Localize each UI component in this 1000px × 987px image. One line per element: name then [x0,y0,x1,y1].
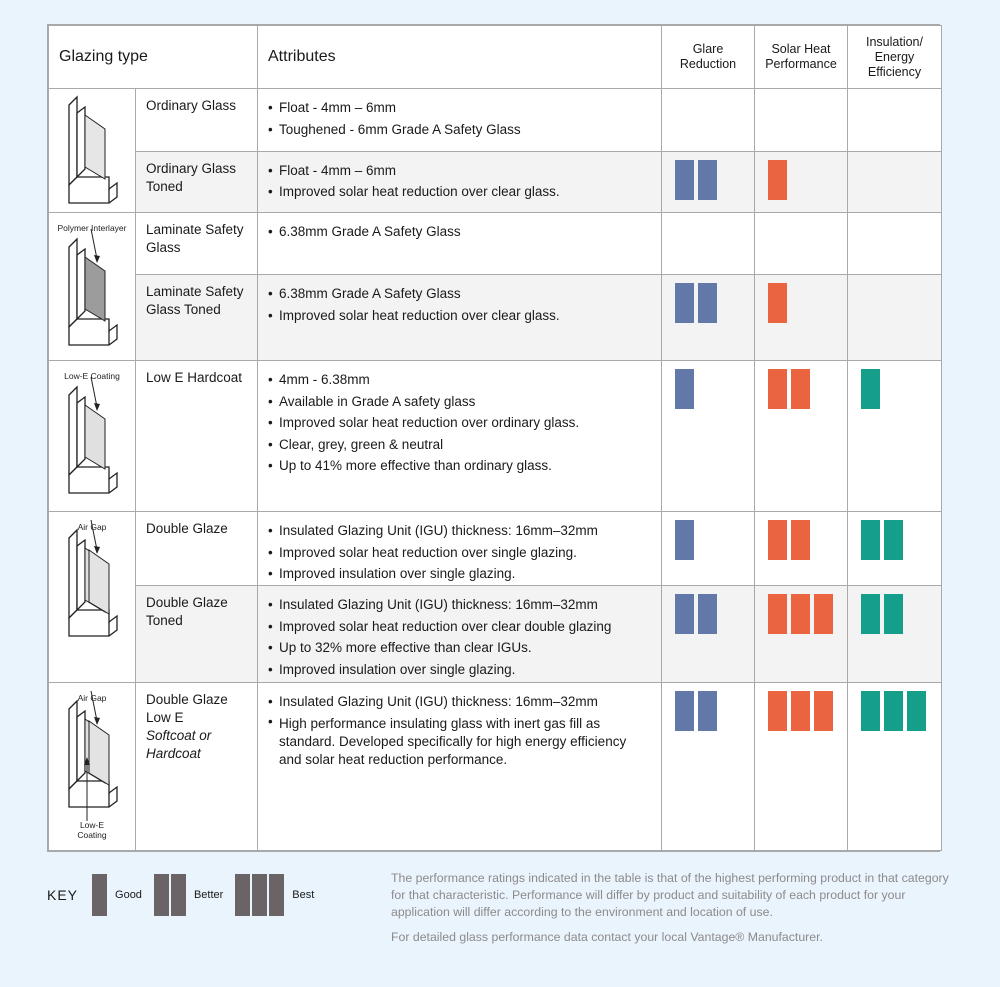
attribute-item: • Improved solar heat reduction over clear glass. [268,305,651,327]
ins-rating-bar [861,520,880,560]
glazing-type-cell [136,151,258,213]
table-body [49,89,942,851]
solar-rating-bar [768,691,787,731]
glare-rating-cell [662,89,755,152]
attribute-list [258,152,661,203]
attribute-item: • 6.38mm Grade A Safety Glass [268,283,651,305]
insulation-rating-cell [848,89,942,152]
attribute-item: • Improved solar heat reduction over clear double glazing [268,616,651,638]
glazing-type-name: Double Glaze Toned [146,595,228,629]
glare-rating-bar [675,594,694,634]
key-bar [92,874,107,916]
single-glass-frame-icon [57,89,127,212]
table-row [49,89,942,152]
glazing-type-name: Double Glaze [146,521,228,536]
key-better-label: Better [193,889,224,901]
attributes-cell [258,512,662,586]
glazing-type-name: Laminate Safety Glass [146,222,244,255]
header-glare-reduction [662,26,755,89]
solar-rating-bar [814,691,833,731]
key-bar [235,874,250,916]
glare-rating-bar [698,691,717,731]
solar-rating-cell [755,275,848,361]
attribute-item: • Insulated Glazing Unit (IGU) thickness: 16mm–32mm [268,520,651,542]
glare-rating-cell [662,275,755,361]
glare-rating-bar [698,160,717,200]
header-glazing-type: Glazing type [49,26,258,89]
header-insulation [848,26,942,89]
attribute-item: • Improved insulation over single glazing. [268,563,651,585]
attribute-item: • Up to 41% more effective than ordinary glass. [268,455,651,477]
header-glare-label: Glare Reduction [679,42,737,71]
solar-rating-cell [755,151,848,213]
key-best-label: Best [292,889,315,901]
attribute-item: • 6.38mm Grade A Safety Glass [268,221,651,243]
insulation-rating-cell [848,683,942,851]
ins-rating-bar [861,369,880,409]
insulation-rating-cell [848,361,942,512]
attribute-item: • Improved solar heat reduction over single glazing. [268,542,651,564]
ins-rating-bar [861,594,880,634]
ins-rating-bar [884,594,903,634]
footnote-ratings: The performance ratings indicated in the table is that of the highest performing product in that category for that characteristic. Performance will differ by product and suitability of each product for your application will differ according to the environment and location of use. [391,871,949,919]
key-bar [154,874,169,916]
solar-rating-cell [755,361,848,512]
attribute-item: • Improved insulation over single glazing. [268,659,651,681]
glare-rating-cell [662,586,755,683]
attribute-item: • 4mm - 6.38mm [268,369,651,391]
attribute-list [258,361,661,477]
solar-rating-cell [755,683,848,851]
glazing-type-cell [136,512,258,586]
glare-rating-bar [675,369,694,409]
attribute-item: • Float - 4mm – 6mm [268,97,651,119]
glazing-type-cell [136,683,258,851]
attribute-item: • Toughened - 6mm Grade A Safety Glass [268,119,651,141]
footnote-contact: For detailed glass performance data contact your local Vantage® Manufacturer. [391,930,823,944]
table-row [49,213,942,275]
attribute-item: • Float - 4mm – 6mm [268,160,651,182]
glazing-type-cell [136,275,258,361]
glare-rating-bar [675,160,694,200]
glazing-type-cell [136,361,258,512]
rating-key [47,874,326,916]
attribute-item: • Available in Grade A safety glass [268,391,651,413]
double-glaze-low-e-frame-icon [57,683,127,850]
solar-rating-bar [791,594,810,634]
attributes-cell [258,586,662,683]
glare-rating-bar [698,594,717,634]
table-row [49,586,942,683]
glazing-icon-cell [49,213,136,361]
key-bar [171,874,186,916]
key-bar [252,874,267,916]
attribute-item: • Insulated Glazing Unit (IGU) thickness: 16mm–32mm [268,691,651,713]
glare-rating-bar [675,691,694,731]
key-title: KEY [47,887,79,903]
table-row [49,275,942,361]
attribute-list [258,683,661,769]
glare-rating-bar [698,283,717,323]
double-glaze-frame-icon [57,512,127,682]
key-good-label: Good [115,889,142,901]
ins-rating-bar [861,691,880,731]
attribute-list [258,89,661,140]
insulation-rating-cell [848,512,942,586]
attribute-item: • Up to 32% more effective than clear IGUs. [268,637,651,659]
table-row [49,683,942,851]
glazing-type-cell [136,213,258,275]
glazing-icon-cell [49,361,136,512]
solar-rating-bar [768,160,787,200]
attributes-cell [258,275,662,361]
glazing-type-name: Ordinary Glass Toned [146,160,237,194]
key-bar [269,874,284,916]
glazing-type-subname: Softcoat or Hardcoat [146,728,212,761]
solar-rating-bar [814,594,833,634]
solar-rating-cell [755,512,848,586]
attribute-item: • Improved solar heat reduction over ordinary glass. [268,412,651,434]
ins-rating-bar [884,520,903,560]
glazing-type-name: Double Glaze Low E [146,692,228,725]
glazing-icon-cell [49,512,136,683]
glare-rating-cell [662,213,755,275]
low-e-glass-frame-icon [57,361,127,511]
glare-rating-cell [662,683,755,851]
glazing-type-cell [136,586,258,683]
attributes-cell [258,151,662,213]
glare-rating-cell [662,361,755,512]
ins-rating-bar [884,691,903,731]
glazing-type-name: Low E Hardcoat [146,370,243,385]
attribute-list [258,213,661,243]
solar-rating-cell [755,586,848,683]
attribute-list [258,512,661,585]
solar-rating-cell [755,213,848,275]
attribute-list [258,275,661,326]
attribute-item: • Improved solar heat reduction over clear glass. [268,181,651,203]
attributes-cell [258,89,662,152]
insulation-rating-cell [848,151,942,213]
table-row [49,512,942,586]
ins-rating-bar [907,691,926,731]
glazing-type-cell [136,89,258,152]
glare-rating-cell [662,151,755,213]
table-row [49,151,942,213]
attributes-cell [258,361,662,512]
footnote [391,870,951,946]
glare-rating-bar [675,283,694,323]
glazing-type-name: Laminate Safety Glass Toned [146,284,244,318]
header-solar-label: Solar Heat Performance [765,42,837,71]
glare-rating-cell [662,512,755,586]
solar-rating-bar [791,520,810,560]
solar-rating-bar [768,369,787,409]
laminate-glass-frame-icon [57,213,127,360]
attribute-item: • Insulated Glazing Unit (IGU) thickness: 16mm–32mm [268,594,651,616]
header-solar-heat [755,26,848,89]
glazing-icon-cell [49,89,136,213]
attributes-cell [258,213,662,275]
insulation-rating-cell [848,275,942,361]
solar-rating-bar [768,283,787,323]
attribute-item: • High performance insulating glass with inert gas fill as standard. Developed specifically for high energy efficiency and solar heat reduction performance. [268,713,651,769]
glazing-type-name: Ordinary Glass [146,98,237,113]
solar-rating-bar [791,691,810,731]
attribute-item: • Clear, grey, green & neutral [268,434,651,456]
header-insulation-label: Insulation/ Energy Efficiency [866,34,923,79]
icon-label: Low-E Coating [64,371,120,381]
glazing-comparison-table [47,24,940,852]
solar-rating-cell [755,89,848,152]
icon-label: Air Gap [77,693,107,703]
icon-label: Low-E Coating [77,820,107,840]
insulation-rating-cell [848,586,942,683]
solar-rating-bar [791,369,810,409]
icon-label: Air Gap [77,522,107,532]
glare-rating-bar [675,520,694,560]
attribute-list [258,586,661,680]
header-attributes: Attributes [258,26,662,89]
icon-label: Polymer Interlayer [57,223,127,233]
solar-rating-bar [768,594,787,634]
attributes-cell [258,683,662,851]
table-row [49,361,942,512]
insulation-rating-cell [848,213,942,275]
solar-rating-bar [768,520,787,560]
glazing-icon-cell [49,683,136,851]
